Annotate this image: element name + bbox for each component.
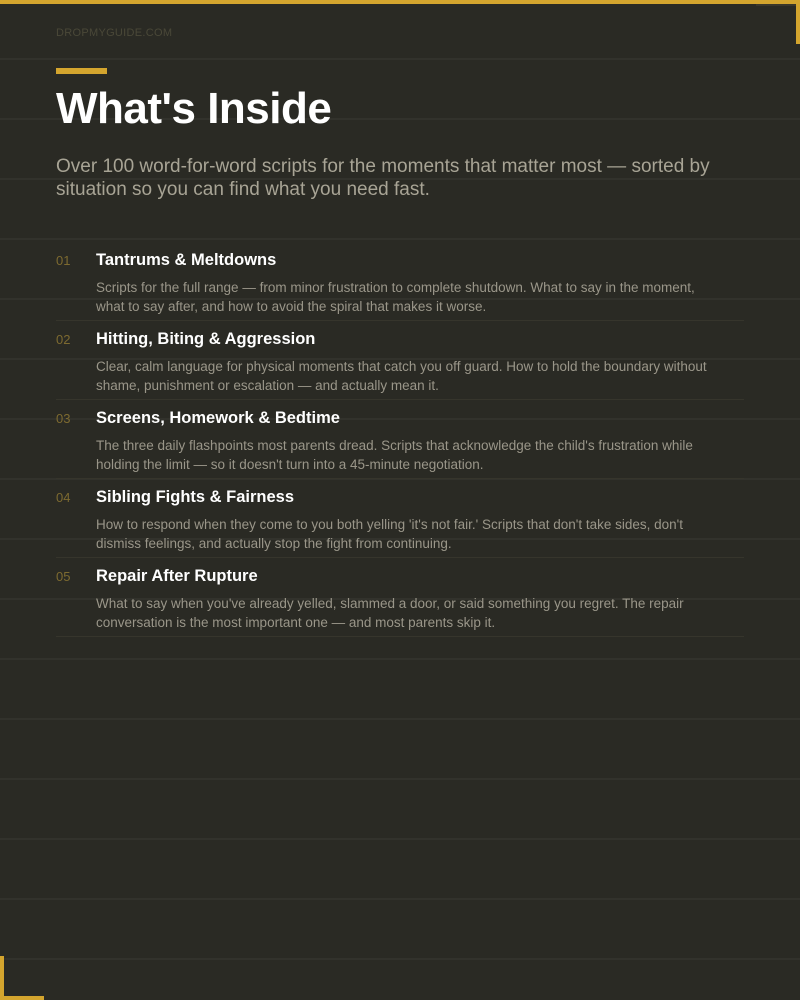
item-title: Repair After Rupture [96,567,258,585]
list-item [56,479,744,558]
item-number: 05 [56,569,71,584]
top-accent-bar [0,0,800,4]
page-title: What's Inside [56,84,332,133]
corner-decoration-top-right [796,4,800,44]
item-description: Clear, calm language for physical moments that catch you off guard. How to hold the boundary without shame, punishment or escalation — and actually mean it. [96,359,707,393]
item-number: 04 [56,490,71,505]
site-url: DROPMYGUIDE.COM [56,27,173,39]
corner-decoration-bottom-left-vertical [0,956,4,1000]
list-item [56,400,744,479]
contents-list [56,242,744,637]
title-accent-bar [56,68,107,74]
list-item [56,242,744,321]
item-title: Tantrums & Meltdowns [96,251,277,269]
item-title: Hitting, Biting & Aggression [96,330,316,348]
page-subtitle: Over 100 word-for-word scripts for the moments that matter most — sorted by situation so you can find what you need fast. [56,156,710,200]
list-item [56,321,744,400]
corner-decoration-top-right-line [756,4,800,6]
corner-decoration-bottom-left-horizontal [0,996,44,1000]
item-description: What to say when you've already yelled, slammed a door, or said something you regret. The repair conversation is the most important one — and most parents skip it. [96,596,684,630]
item-number: 02 [56,332,71,347]
item-title: Screens, Homework & Bedtime [96,409,340,427]
list-item [56,558,744,637]
item-number: 01 [56,253,71,268]
item-description: Scripts for the full range — from minor frustration to complete shutdown. What to say in the moment, what to say after, and how to avoid the spiral that makes it worse. [96,280,695,314]
item-number: 03 [56,411,71,426]
item-description: How to respond when they come to you both yelling 'it's not fair.' Scripts that don't take sides, don't dismiss feelings, and actually stop the fight from continuing. [96,517,683,551]
item-description: The three daily flashpoints most parents dread. Scripts that acknowledge the child's frustration while holding the limit — so it doesn't turn into a 45-minute negotiation. [96,438,693,472]
item-title: Sibling Fights & Fairness [96,488,295,506]
